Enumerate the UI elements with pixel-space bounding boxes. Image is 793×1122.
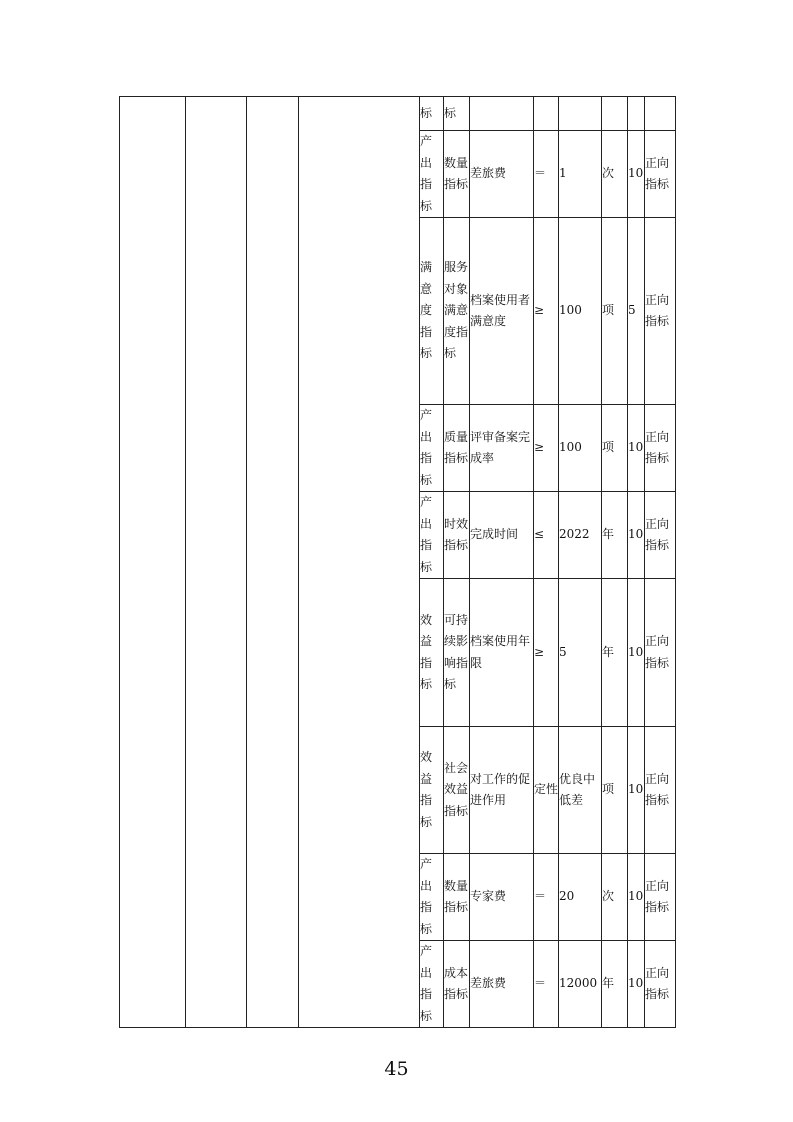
level1-indicator-text: 效益指标 [420, 750, 433, 829]
indicator-name-text: 评审备案完成率 [470, 429, 531, 465]
indicator-table [119, 96, 676, 1028]
level1-indicator-cell [420, 579, 444, 727]
unit-text: 年 [602, 644, 615, 659]
direction-cell [645, 97, 676, 131]
operator-cell [534, 727, 559, 854]
level2-indicator-text: 成本指标 [444, 965, 469, 1001]
operator-cell [534, 854, 559, 941]
unit-cell [602, 854, 628, 941]
weight-text: 10 [628, 889, 644, 904]
unit-cell [602, 218, 628, 405]
level2-indicator-cell [444, 727, 470, 854]
unit-cell [602, 579, 628, 727]
target-value-cell [559, 492, 602, 579]
weight-cell [628, 97, 645, 131]
weight-text: 10 [628, 782, 644, 797]
target-value-text: 优良中低差 [559, 771, 596, 807]
level2-indicator-cell [444, 405, 470, 492]
target-value-cell [559, 854, 602, 941]
direction-cell [645, 492, 676, 579]
unit-cell [602, 97, 628, 131]
target-value-text: 100 [559, 440, 582, 455]
operator-text: ≥ [534, 440, 545, 455]
merged-blank-cell [186, 97, 247, 1028]
direction-text: 正向指标 [645, 292, 670, 328]
merged-blank-cell [299, 97, 420, 1028]
operator-text: ＝ [534, 166, 547, 181]
target-value-cell [559, 97, 602, 131]
unit-cell [602, 492, 628, 579]
indicator-name-cell [470, 727, 534, 854]
indicator-name-cell [470, 579, 534, 727]
direction-cell [645, 579, 676, 727]
level2-indicator-cell [444, 131, 470, 218]
unit-text: 项 [602, 440, 615, 455]
level1-indicator-text: 满意度指标 [420, 260, 433, 361]
weight-cell [628, 941, 645, 1028]
level2-indicator-text: 可持续影响指标 [444, 612, 469, 691]
target-value-cell [559, 579, 602, 727]
target-value-cell [559, 218, 602, 405]
indicator-name-cell [470, 854, 534, 941]
direction-text: 正向指标 [645, 429, 670, 465]
merged-blank-cell [247, 97, 299, 1028]
weight-cell [628, 579, 645, 727]
operator-cell [534, 405, 559, 492]
direction-cell [645, 405, 676, 492]
unit-text: 年 [602, 527, 615, 542]
target-value-text: 2022 [559, 527, 590, 542]
operator-text: ＝ [534, 889, 547, 904]
weight-text: 10 [628, 527, 644, 542]
level1-indicator-cell [420, 131, 444, 218]
unit-text: 次 [602, 889, 615, 904]
unit-text: 次 [602, 166, 615, 181]
level1-indicator-text: 标 [420, 105, 433, 120]
indicator-name-cell [470, 218, 534, 405]
weight-text: 10 [628, 976, 644, 991]
weight-text: 5 [628, 303, 636, 318]
level1-indicator-cell [420, 727, 444, 854]
level2-indicator-text: 社会效益指标 [444, 760, 469, 818]
level1-indicator-cell [420, 941, 444, 1028]
unit-cell [602, 727, 628, 854]
level2-indicator-text: 服务对象满意度指标 [444, 260, 469, 361]
level2-indicator-cell [444, 941, 470, 1028]
table-row [120, 97, 676, 131]
level1-indicator-cell [420, 97, 444, 131]
operator-text: ≥ [534, 644, 545, 659]
operator-cell [534, 941, 559, 1028]
operator-text: ≥ [534, 303, 545, 318]
page-number: 45 [384, 1058, 409, 1080]
level1-indicator-text: 产出指标 [420, 857, 433, 936]
indicator-name-text: 对工作的促进作用 [470, 771, 531, 807]
level1-indicator-text: 产出指标 [420, 495, 433, 574]
indicator-name-cell [470, 131, 534, 218]
unit-text: 项 [602, 782, 615, 797]
level1-indicator-text: 产出指标 [420, 134, 433, 213]
direction-cell [645, 218, 676, 405]
level1-indicator-cell [420, 218, 444, 405]
level1-indicator-cell [420, 854, 444, 941]
weight-cell [628, 854, 645, 941]
target-value-text: 100 [559, 303, 582, 318]
operator-text: ≤ [534, 527, 545, 542]
direction-cell [645, 854, 676, 941]
target-value-cell [559, 405, 602, 492]
weight-text: 10 [628, 644, 644, 659]
operator-text: ＝ [534, 976, 547, 991]
merged-blank-cell [120, 97, 186, 1028]
target-value-text: 1 [559, 166, 567, 181]
operator-cell [534, 97, 559, 131]
unit-text: 年 [602, 976, 615, 991]
direction-text: 正向指标 [645, 634, 670, 670]
indicator-name-text: 差旅费 [470, 976, 507, 991]
target-value-cell [559, 131, 602, 218]
unit-cell [602, 131, 628, 218]
operator-cell [534, 218, 559, 405]
level2-indicator-cell [444, 97, 470, 131]
level2-indicator-text: 数量指标 [444, 155, 469, 191]
level2-indicator-cell [444, 854, 470, 941]
target-value-cell [559, 727, 602, 854]
unit-cell [602, 405, 628, 492]
direction-text: 正向指标 [645, 516, 670, 552]
direction-text: 正向指标 [645, 771, 670, 807]
level2-indicator-cell [444, 492, 470, 579]
operator-cell [534, 579, 559, 727]
target-value-text: 20 [559, 889, 575, 904]
direction-cell [645, 131, 676, 218]
level1-indicator-cell [420, 405, 444, 492]
operator-cell [534, 131, 559, 218]
table-body [120, 97, 676, 1028]
target-value-text: 5 [559, 644, 567, 659]
level1-indicator-text: 产出指标 [420, 408, 433, 487]
level2-indicator-cell [444, 218, 470, 405]
indicator-name-text: 档案使用年限 [470, 634, 531, 670]
direction-text: 正向指标 [645, 878, 670, 914]
level2-indicator-text: 数量指标 [444, 878, 469, 914]
weight-cell [628, 405, 645, 492]
weight-cell [628, 727, 645, 854]
direction-cell [645, 941, 676, 1028]
indicator-name-cell [470, 97, 534, 131]
target-value-cell [559, 941, 602, 1028]
indicator-name-cell [470, 941, 534, 1028]
operator-text: 定性 [534, 782, 559, 797]
direction-text: 正向指标 [645, 965, 670, 1001]
indicator-name-text: 专家费 [470, 889, 507, 904]
unit-cell [602, 941, 628, 1028]
weight-text: 10 [628, 166, 644, 181]
level2-indicator-text: 时效指标 [444, 516, 469, 552]
level2-indicator-cell [444, 579, 470, 727]
weight-cell [628, 131, 645, 218]
weight-cell [628, 218, 645, 405]
indicator-name-text: 档案使用者满意度 [470, 292, 531, 328]
unit-text: 项 [602, 303, 615, 318]
weight-cell [628, 492, 645, 579]
level2-indicator-text: 质量指标 [444, 429, 469, 465]
level1-indicator-cell [420, 492, 444, 579]
target-value-text: 12000 [559, 976, 598, 991]
weight-text: 10 [628, 440, 644, 455]
level2-indicator-text: 标 [444, 105, 457, 120]
operator-cell [534, 492, 559, 579]
direction-cell [645, 727, 676, 854]
level1-indicator-text: 效益指标 [420, 612, 433, 691]
indicator-name-text: 差旅费 [470, 166, 507, 181]
direction-text: 正向指标 [645, 155, 670, 191]
indicator-name-cell [470, 405, 534, 492]
indicator-name-text: 完成时间 [470, 527, 519, 542]
level1-indicator-text: 产出指标 [420, 944, 433, 1023]
indicator-name-cell [470, 492, 534, 579]
